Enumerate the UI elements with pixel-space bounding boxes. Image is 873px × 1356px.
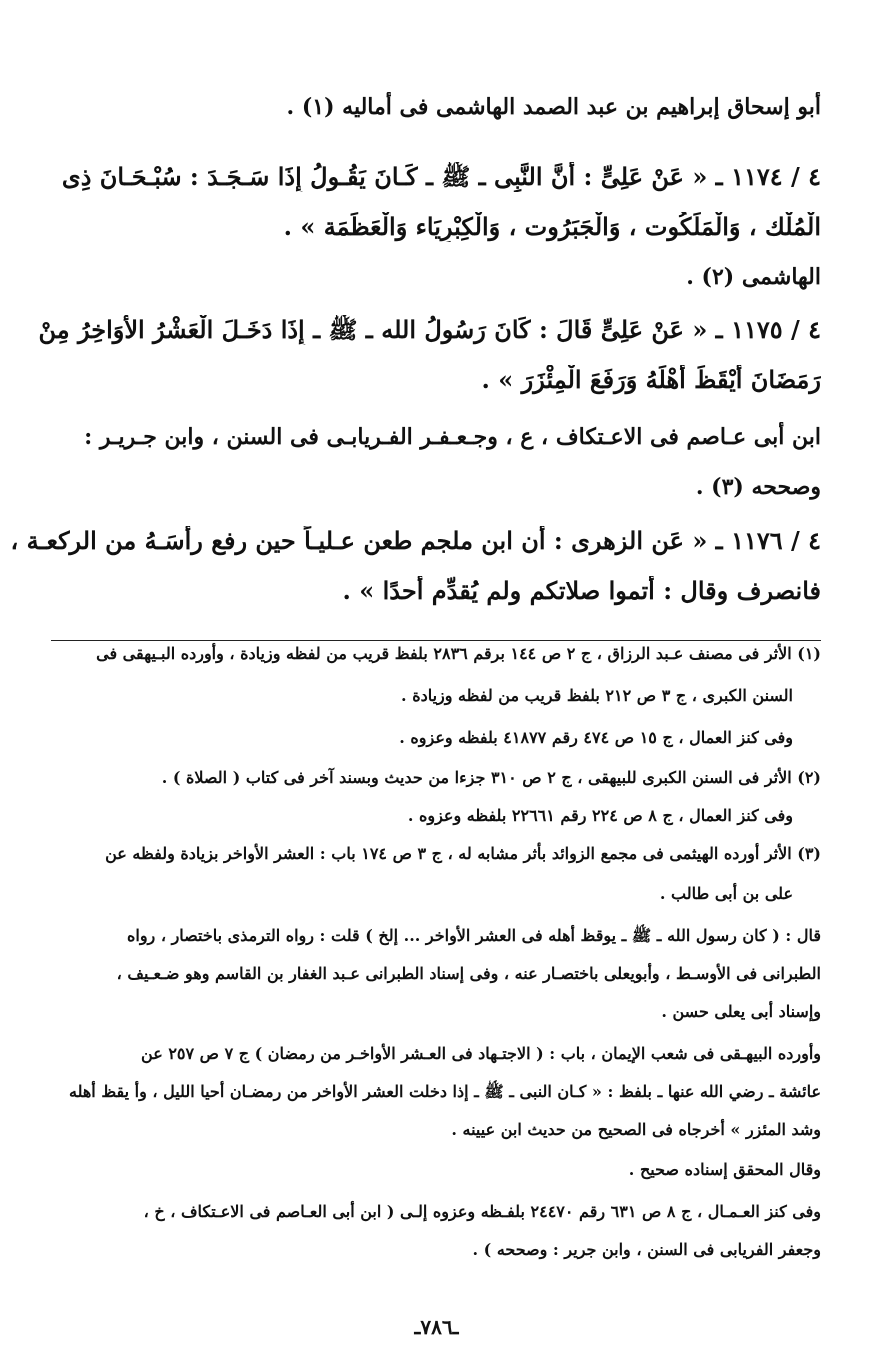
footnote-line: (٣) الأثر أورده الهيثمى فى مجمع الزوائد بأثر مشابه له ، ج ٣ ص ١٧٤ باب : العشر الأواخر بزيادة ولفظه عن [105, 844, 821, 863]
source-line: الهاشمى (٢) . [686, 264, 821, 290]
footnote-line: عائشة ـ رضي الله عنها ـ بلفظ : « كـان النبى ـ ﷺ ـ إذا دخلت العشر الأواخر من رمضـان أحيا الليل ، وأ يقظ أهله [68, 1082, 821, 1101]
page-number: ـ٧٨٦ـ [414, 1315, 459, 1339]
source-line: وصححه (٣) . [695, 474, 821, 500]
footnote-line: السنن الكبرى ، ج ٣ ص ٢١٢ بلفظ قريب من لفظه وزيادة . [401, 686, 793, 705]
footnote-line: وجعفر الفريابى فى السنن ، وابن جرير : وصححه ) . [472, 1240, 821, 1259]
footnote-line: وفى كنز العـمـال ، ج ٨ ص ٦٣١ رقم ٢٤٤٧٠ بلفـظه وعزوه إلـى ( ابن أبى العـاصم فى الاعـتكاف ، خ ، [143, 1202, 821, 1221]
footnote-divider [51, 640, 821, 641]
hadith-1176-line-1: ٤ / ١١٧٦ ـ « عَن الزهرى : أن ابن ملجم طعن عـليـاً حين رفع رأسَـهُ من الركعـة ، [10, 526, 821, 555]
footnote-line: قال : ( كان رسول الله ـ ﷺ ـ يوقظ أهله فى العشر الأواخر ... إلخ ) قلت : رواه الترمذى باختصار ، رواه [126, 926, 821, 945]
hadith-1174-line-1: ٤ / ١١٧٤ ـ « عَنْ عَلِىٍّ : أَنَّ النَّبِى ـ ﷺ ـ كَـانَ يَقُـولُ إِذَا سَـجَـدَ : سُبْـحَـانَ ذِى [61, 162, 821, 191]
footnote-line: وفى كنز العمال ، ج ٨ ص ٢٢٤ رقم ٢٢٦٦١ بلفظه وعزوه . [407, 806, 793, 825]
hadith-1174-line-2: الْمُلْك ، وَالْمَلَكُوت ، وَالْجَبَرُوت ، وَالْكِبْرِيَاء وَالْعَظَمَة » . [283, 212, 821, 241]
source-line: أبو إسحاق إبراهيم بن عبد الصمد الهاشمى فى أماليه (١) . [286, 94, 821, 120]
hadith-1176-line-2: فانصرف وقال : أتموا صلاتكم ولم يُقدِّم أحدًا » . [342, 576, 821, 605]
footnote-line: على بن أبى طالب . [659, 884, 793, 903]
source-line: ابن أبى عـاصم فى الاعـتكاف ، ع ، وجـعـفـر الفـريابـى فى السنن ، وابن جـريـر : [84, 424, 821, 450]
footnote-line: الطبرانى فى الأوسـط ، وأبويعلى باختصـار عنه ، وفى إسناد الطبرانى عـبد الغفار بن القاسم وهو ضـعـيف ، [116, 964, 821, 983]
footnote-line: وقال المحقق إسناده صحيح . [628, 1160, 821, 1179]
footnote-line: (٢) الأثر فى السنن الكبرى للبيهقى ، ج ٢ ص ٣١٠ جزءا من حديث وبسند آخر فى كتاب ( الصلاة ) . [161, 768, 821, 787]
hadith-1175-line-1: ٤ / ١١٧٥ ـ « عَنْ عَلِىٍّ قَالَ : كَانَ رَسُولُ الله ـ ﷺ ـ إِذَا دَخَـلَ الْعَشْرُ الأَوَاخِرُ مِنْ [38, 315, 821, 344]
footnote-line: وشد المئزر » أخرجاه فى الصحيح من حديث ابن عيينه . [451, 1120, 821, 1139]
footnote-line: وأورده البيهـقى فى شعب الإيمان ، باب : ( الاجتـهاد فى العـشر الأواخـر من رمضان ) ج ٧ ص ٢٥٧ عن [141, 1044, 821, 1063]
footnote-line: وفى كنز العمال ، ج ١٥ ص ٤٧٤ رقم ٤١٨٧٧ بلفظه وعزوه . [399, 728, 793, 747]
footnote-line: وإسناد أبى يعلى حسن . [661, 1002, 821, 1021]
hadith-1175-line-2: رَمَضَانَ أَيْقَظَ أَهْلَهُ وَرَفَعَ الْمِئْزَرَ » . [481, 365, 821, 394]
footnote-line: (١) الأثر فى مصنف عـبد الرزاق ، ج ٢ ص ١٤٤ برقم ٢٨٣٦ بلفظ قريب من لفظه وزيادة ، وأورده البـيهقى فى [96, 644, 821, 663]
